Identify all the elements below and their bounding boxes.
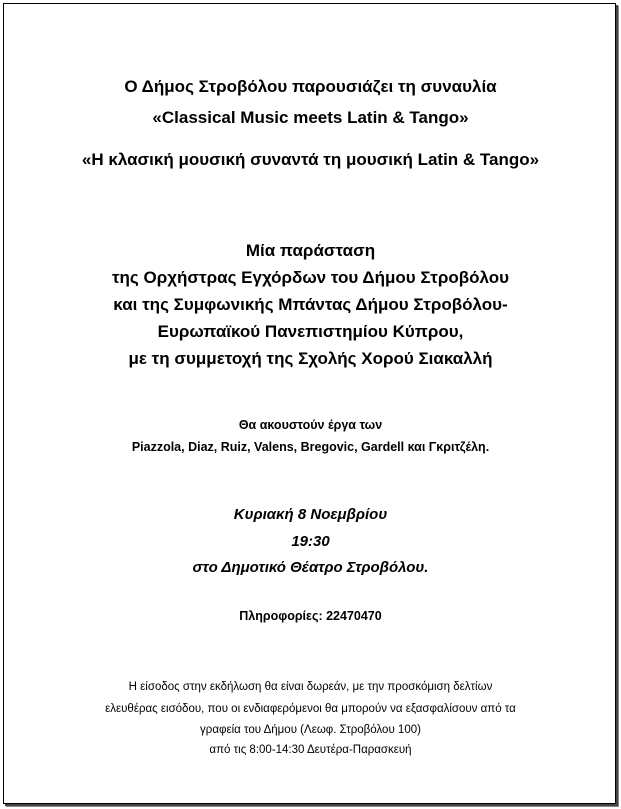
info-phone: Πληροφορίες: 22470470 bbox=[239, 609, 382, 623]
program-intro: Θα ακουστούν έργα των bbox=[238, 418, 383, 432]
event-time: 19:30 bbox=[291, 533, 330, 550]
footer-line-2: ελευθέρας εισόδου, που οι ενδιαφερόμενοι θα μπορούν να εξασφαλίσουν από τα bbox=[105, 703, 516, 715]
performance-university: Ευρωπαϊκού Πανεπιστημίου Κύπρου, bbox=[157, 322, 464, 341]
header-presenter-line: Ο Δήμος Στροβόλου παρουσιάζει τη συναυλία bbox=[124, 77, 497, 96]
footer-line-4: από τις 8:00-14:30 Δευτέρα-Παρασκευή bbox=[209, 744, 412, 756]
performance-dance-school: με τη συμμετοχή της Σχολής Χορού Σιακαλλή bbox=[128, 349, 493, 368]
performance-band: και της Συμφωνικής Μπάντας Δήμου Στροβόλου- bbox=[113, 295, 508, 314]
performance-intro: Μία παράσταση bbox=[245, 241, 376, 260]
concert-title-english: «Classical Music meets Latin & Tango» bbox=[152, 108, 469, 127]
event-date: Κυριακή 8 Νοεμβρίου bbox=[233, 506, 388, 523]
performance-orchestra: της Ορχήστρας Εγχόρδων του Δήμου Στροβόλου bbox=[111, 268, 510, 287]
footer-line-3: γραφεία του Δήμου (Λεωφ. Στροβόλου 100) bbox=[200, 724, 421, 736]
program-composers: Piazzola, Diaz, Ruiz, Valens, Bregovic, Gardell και Γκριτζέλη. bbox=[131, 440, 490, 454]
concert-title-greek: «Η κλασική μουσική συναντά τη μουσική Latin & Tango» bbox=[81, 150, 540, 169]
footer-line-1: Η είσοδος στην εκδήλωση θα είναι δωρεάν, με την προσκόμιση δελτίων bbox=[128, 681, 493, 693]
event-venue: στο Δημοτικό Θέατρο Στροβόλου. bbox=[192, 559, 429, 576]
